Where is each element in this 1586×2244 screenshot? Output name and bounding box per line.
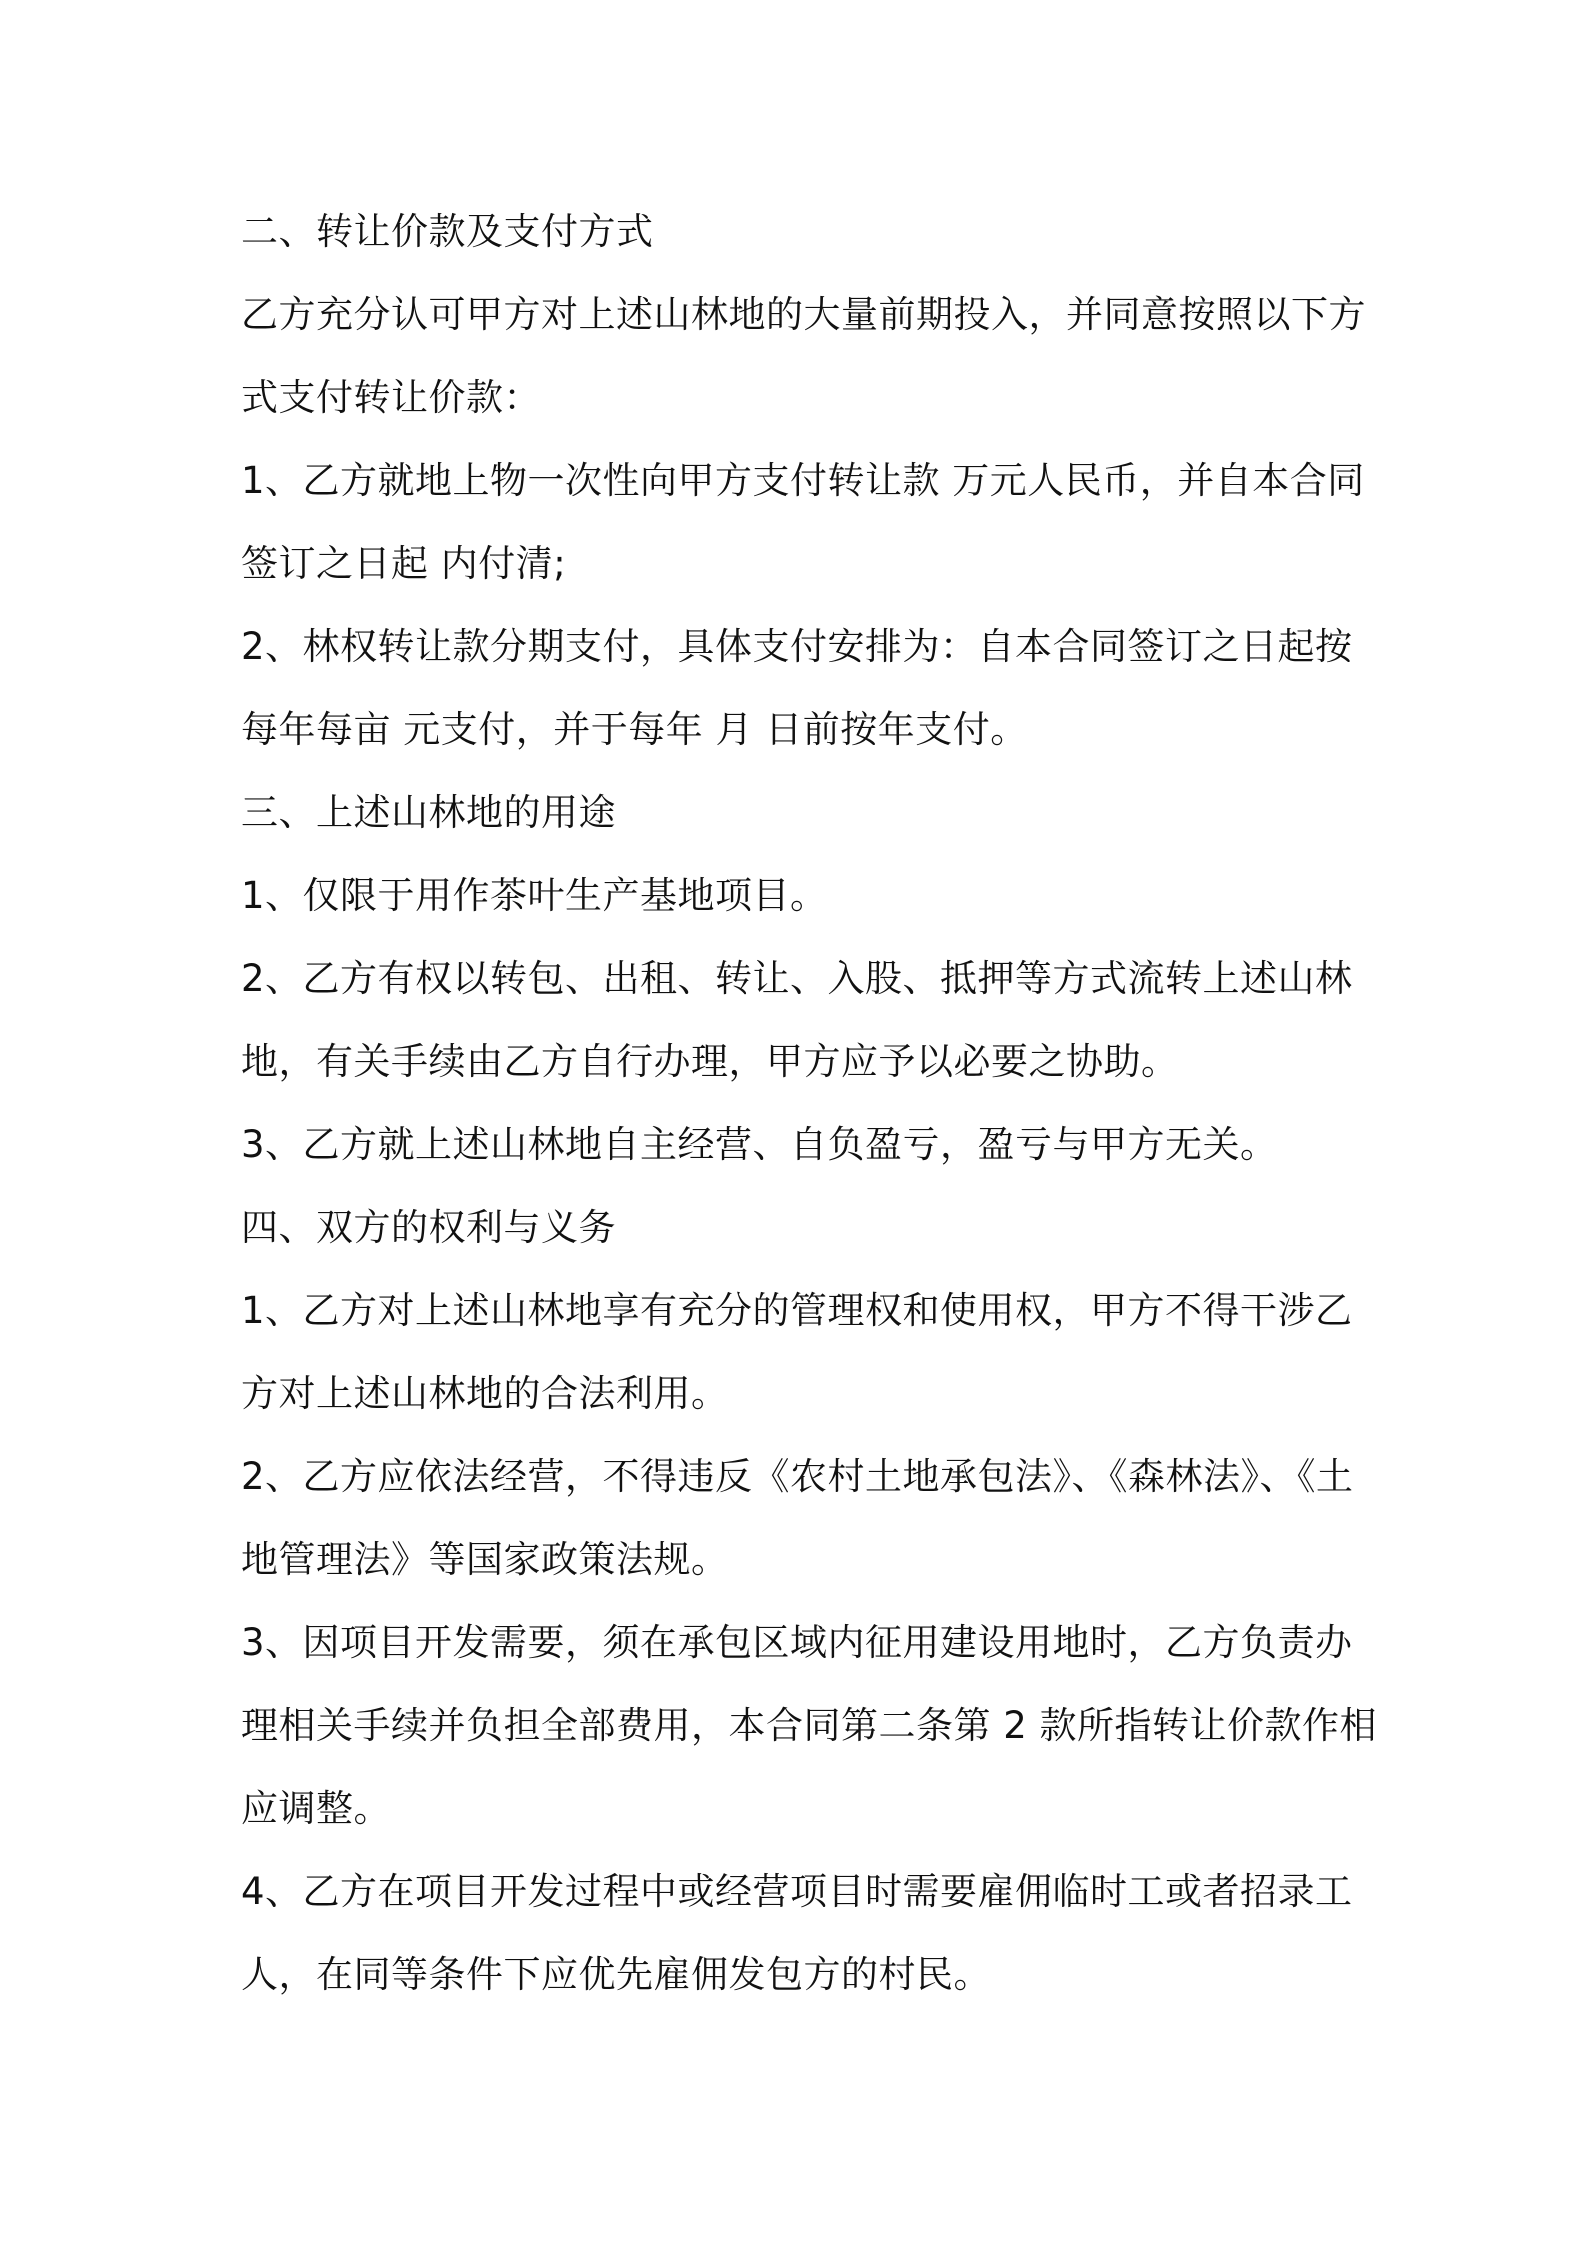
clause-line: 人，在同等条件下应优先雇佣发包方的村民。 [241,1953,991,1996]
paragraph-line: 式支付转让价款： [241,376,541,419]
clause-line: 地，有关手续由乙方自行办理，甲方应予以必要之协助。 [241,1040,1179,1083]
clause-line: 2、乙方有权以转包、出租、转让、入股、抵押等方式流转上述山林 [241,957,1353,1000]
clause-line: 2、乙方应依法经营，不得违反《农村土地承包法》、《森林法》、《土 [241,1455,1354,1498]
clause-line: 1、仅限于用作茶叶生产基地项目。 [241,874,828,917]
section-heading-4: 四、双方的权利与义务 [241,1206,616,1249]
clause-line: 应调整。 [241,1787,391,1830]
clause-line: 3、乙方就上述山林地自主经营、自负盈亏，盈亏与甲方无关。 [241,1123,1278,1166]
section-heading-2: 二、转让价款及支付方式 [241,210,654,253]
paragraph-line: 乙方充分认可甲方对上述山林地的大量前期投入，并同意按照以下方 [241,293,1366,336]
clause-line: 每年每亩 元支付，并于每年 月 日前按年支付。 [241,708,1028,751]
clause-line: 签订之日起 内付清; [241,542,567,585]
clause-line: 1、乙方对上述山林地享有充分的管理权和使用权，甲方不得干涉乙 [241,1289,1353,1332]
clause-line: 2、林权转让款分期支付，具体支付安排为：自本合同签订之日起按 [241,625,1353,668]
section-heading-3: 三、上述山林地的用途 [241,791,616,834]
document-body [241,190,1378,2016]
clause-line: 方对上述山林地的合法利用。 [241,1372,729,1415]
clause-line: 理相关手续并负担全部费用，本合同第二条第 2 款所指转让价款作相 [241,1704,1378,1747]
clause-line: 1、乙方就地上物一次性向甲方支付转让款 万元人民币，并自本合同 [241,459,1365,502]
clause-line: 地管理法》等国家政策法规。 [241,1538,729,1581]
clause-line: 4、乙方在项目开发过程中或经营项目时需要雇佣临时工或者招录工 [241,1870,1353,1913]
clause-line: 3、因项目开发需要，须在承包区域内征用建设用地时，乙方负责办 [241,1621,1353,1664]
